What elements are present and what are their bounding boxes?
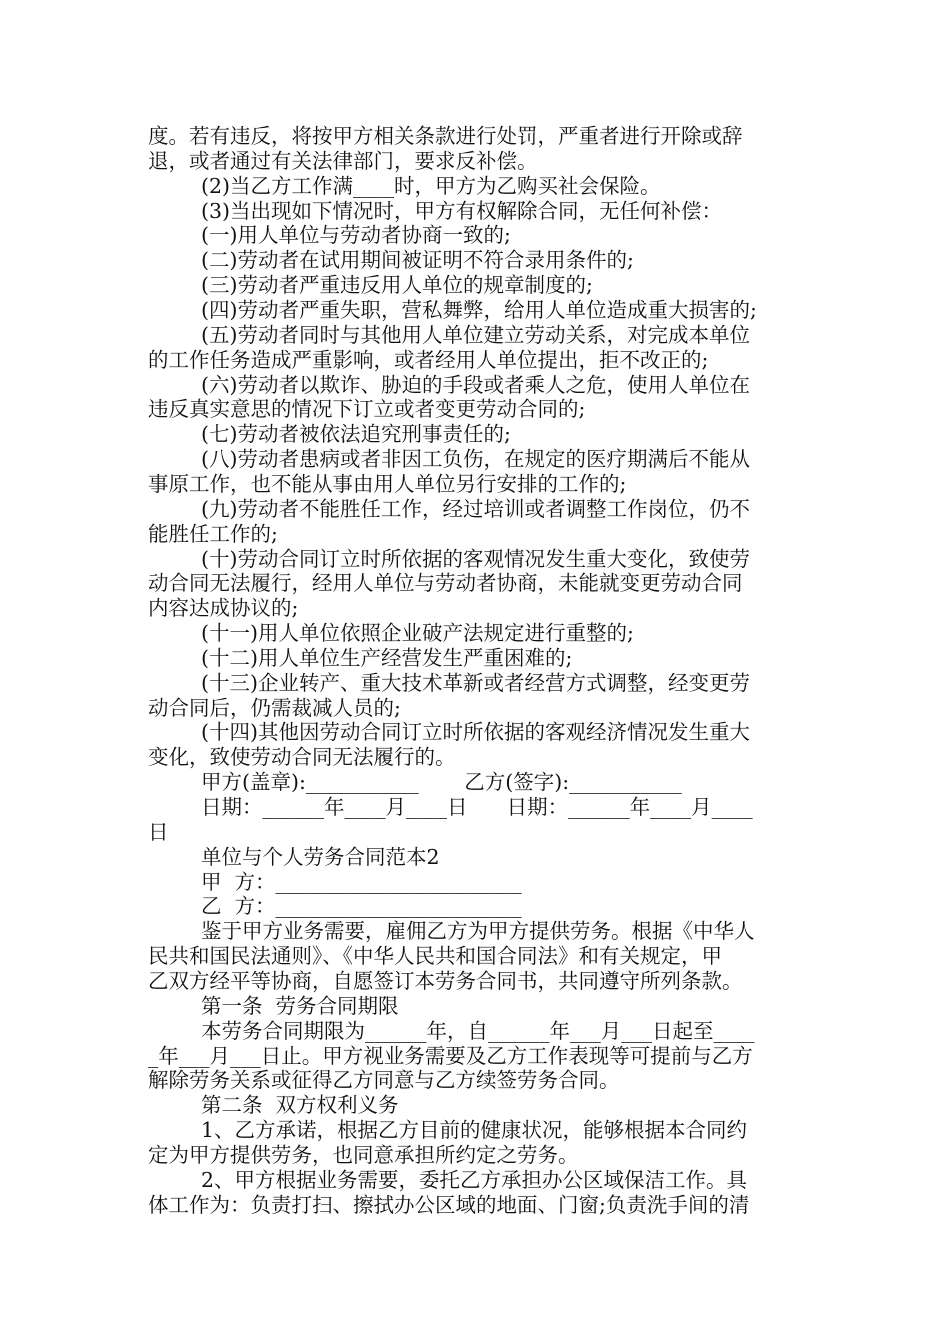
text-line: 鉴于甲方业务需要，雇佣乙方为甲方提供劳务。根据《中华人 xyxy=(201,919,755,944)
text-line: (二)劳动者在试用期间被证明不符合录用条件的; xyxy=(201,248,634,273)
text-line: 民共和国民法通则》、《中华人民共和国合同法》和有关规定，甲 xyxy=(148,944,722,969)
text-line: (一)用人单位与劳动者协商一致的; xyxy=(201,223,511,248)
text-line: (3)当出现如下情况时，甲方有权解除合同，无任何补偿： xyxy=(201,198,723,223)
text-line: (十四)其他因劳动合同订立时所依据的客观经济情况发生重大 xyxy=(201,720,750,745)
text-line: (十三)企业转产、重大技术革新或者经营方式调整，经变更劳 xyxy=(201,670,750,695)
text-line: 动合同无法履行，经用人单位与劳动者协商，未能就变更劳动合同 xyxy=(148,571,743,596)
text-line: 退，或者通过有关法律部门，要求反补偿。 xyxy=(148,148,538,173)
text-line: 体工作为：负责打扫、擦拭办公区域的地面、门窗;负责洗手间的清 xyxy=(148,1192,750,1217)
text-line: 内容达成协议的; xyxy=(148,596,299,621)
text-line: 2、甲方根据业务需要，委托乙方承担办公区域保洁工作。具 xyxy=(201,1167,748,1192)
text-line: (七)劳动者被依法追究刑事责任的; xyxy=(201,422,511,447)
text-line: (九)劳动者不能胜任工作，经过培训或者调整工作岗位，仍不 xyxy=(201,496,750,521)
text-line: 日期：______年____月____日 日期：______年____月____ xyxy=(201,795,753,819)
text-line: 单位与个人劳务合同范本2 xyxy=(201,844,440,869)
text-line: 的工作任务造成严重影响，或者经用人单位提出，拒不改正的; xyxy=(148,347,709,372)
text-line: (四)劳动者严重失职，营私舞弊，给用人单位造成重大损害的; xyxy=(201,298,757,322)
text-line: 甲方(盖章):___________ 乙方(签字):___________ xyxy=(201,770,682,795)
text-line: 乙双方经平等协商，自愿签订本劳务合同书，共同遵守所列条款。 xyxy=(148,968,743,993)
text-line: (八)劳动者患病或者非因工负伤，在规定的医疗期满后不能从 xyxy=(201,447,750,472)
text-line: 事原工作，也不能从事由用人单位另行安排的工作的; xyxy=(148,471,627,496)
text-line: 1、乙方承诺，根据乙方目前的健康状况，能够根据本合同约 xyxy=(201,1118,748,1142)
text-line: 变化，致使劳动合同无法履行的。 xyxy=(148,745,456,770)
text-line: (2)当乙方工作满____时，甲方为乙购买社会保险。 xyxy=(201,173,661,198)
text-line: 第二条 双方权利义务 xyxy=(201,1093,399,1118)
text-line: (三)劳动者严重违反用人单位的规章制度的; xyxy=(201,273,593,298)
text-line: 第一条 劳务合同期限 xyxy=(201,993,399,1018)
text-line: (十)劳动合同订立时所依据的客观情况发生重大变化，致使劳 xyxy=(201,546,750,571)
text-line: (十一)用人单位依照企业破产法规定进行重整的; xyxy=(201,621,634,645)
text-line: 甲 方：________________________ xyxy=(201,869,522,894)
text-line: 本劳务合同期限为______年，自______年___月___日起至____ xyxy=(201,1018,755,1043)
text-line: 解除劳务关系或征得乙方同意与乙方续签劳务合同。 xyxy=(148,1068,620,1093)
text-line: (十二)用人单位生产经营发生严重困难的; xyxy=(201,645,573,670)
text-line: 定为甲方提供劳务，也同意承担所约定之劳务。 xyxy=(148,1142,579,1167)
text-line: (五)劳动者同时与其他用人单位建立劳动关系，对完成本单位 xyxy=(201,322,750,347)
text-line: 日 xyxy=(148,819,169,844)
text-line: (六)劳动者以欺诈、胁迫的手段或者乘人之危，使用人单位在 xyxy=(201,372,750,397)
text-line: 度。若有违反，将按甲方相关条款进行处罚，严重者进行开除或辞 xyxy=(148,124,743,148)
text-line: 能胜任工作的; xyxy=(148,521,278,546)
text-line: 违反真实意思的情况下订立或者变更劳动合同的; xyxy=(148,397,586,422)
text-line: 动合同后，仍需裁减人员的; xyxy=(148,695,401,720)
text-line: 乙 方：________________________ xyxy=(201,894,522,919)
text-line: _年___月___日止。甲方视业务需要及乙方工作表现等可提前与乙方 xyxy=(148,1043,753,1068)
